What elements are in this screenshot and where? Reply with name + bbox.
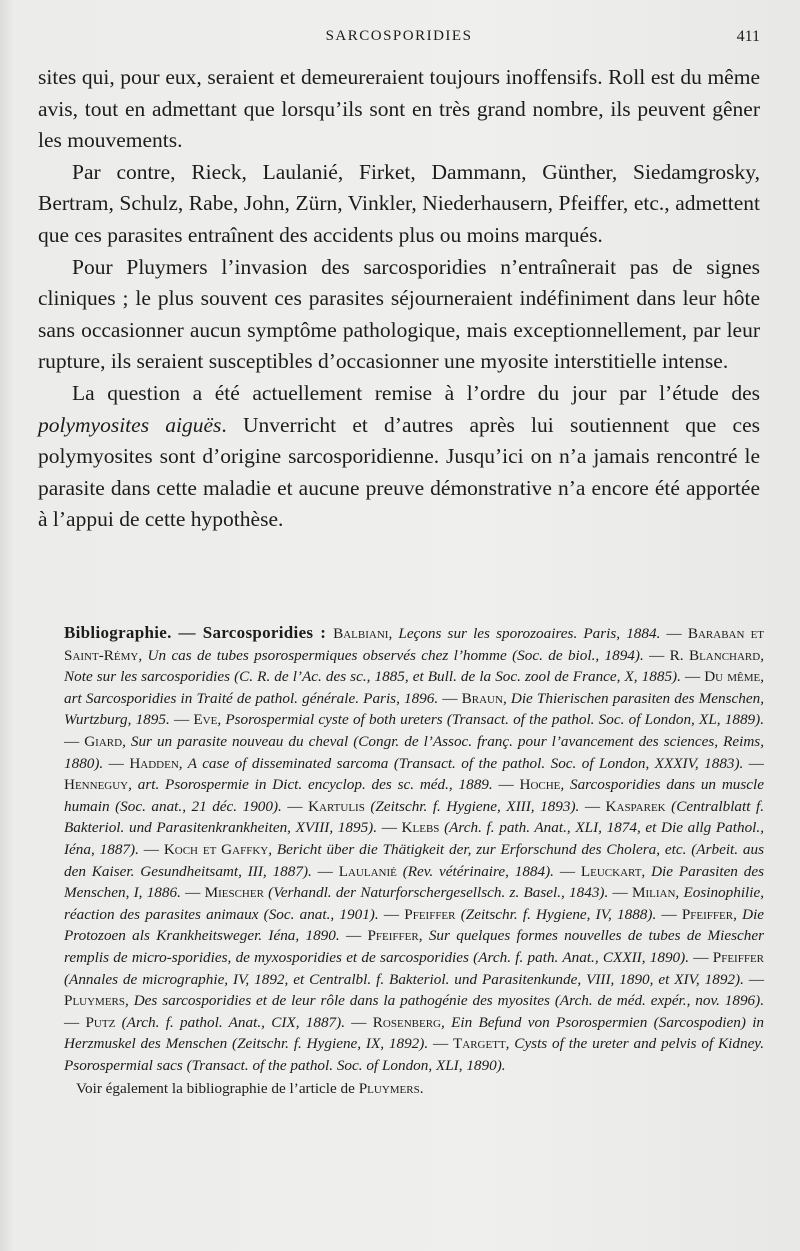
entry-reference: , Psorospermial cyste of both ureters (Transact. of the pathol. Soc. of London, XL, 1889). [217, 711, 765, 729]
page-number: 411 [736, 28, 760, 45]
bibliography-entry [205, 884, 609, 901]
entry-separator: — [311, 862, 339, 880]
entry-author: Koch et Gaffky [163, 840, 269, 858]
bibliography-entry [308, 798, 579, 815]
entry-author: Braun [461, 689, 503, 707]
bibliography-entry [404, 906, 656, 923]
entry-reference: , Un cas de tubes psorospermiques observés chez l’homme (Soc. de biol., 1894). [138, 646, 644, 664]
bibliography-entry [64, 992, 764, 1009]
entry-author: Milian [631, 884, 676, 902]
entry-separator: — [64, 1013, 86, 1031]
entry-author: Hadden [129, 754, 179, 772]
entry-separator: — [743, 970, 765, 988]
entry-reference: (Annales de micrographie, IV, 1892, et Centralbl. f. Bakteriol. und Parasitenkunde, VIII, 1890, et XIV, 1892). [64, 970, 744, 988]
entry-reference: , Die Protozoen als Krankheitsweger. Iéna, 1890. [64, 905, 765, 945]
entry-reference: , Sarcosporidies dans un muscle humain (Soc. anat., 21 déc. 1900). [64, 776, 764, 815]
main-text [38, 62, 760, 536]
entry-reference: , A case of disseminated sarcoma (Transact. of the pathol. Soc. of London, XXXIV, 1883). [178, 754, 744, 772]
entry-separator: — [169, 711, 194, 729]
entry-separator: — [492, 776, 520, 794]
entry-reference: , art Sarcosporidies in Traité de pathol. générale. Paris, 1896. [64, 668, 764, 707]
entry-author: Laulanié [338, 862, 397, 880]
entry-reference: (Rev. vétérinaire, 1884). [396, 862, 554, 880]
bibliography-entry [129, 755, 743, 772]
bibliography-entry [85, 1014, 345, 1031]
entry-reference: (Arch. f. path. Anat., XLI, 1874, et Die allg Pathol., Iéna, 1887). [64, 819, 764, 858]
entry-author: Du même [704, 668, 761, 686]
entry-reference: , Cysts of the ureter and pelvis of Kidney. Psorospermial sacs (Transact. of the pathol. Soc. of London, XLI, 1890). [64, 1035, 765, 1074]
paragraph-4 [38, 378, 760, 536]
entry-author: Pfeiffer [404, 905, 456, 923]
entry-separator: — [180, 884, 205, 902]
entry-reference: , Ein Befund von Psorospermien (Sarcospodien) in Herzmuskel des Menschen (Zeitschr. f. Hygiene, IX, 1892). [64, 1013, 765, 1053]
entry-separator: — [345, 1013, 373, 1031]
paragraph-1: sites qui, pour eux, seraient et demeureraient toujours inoffensifs. Roll est du même avis, tout en admettant que lorsqu’ils sont en très grand nombre, ils peuvent gêner les mouvements. [38, 65, 760, 153]
entry-reference: , Die Thierischen parasiten des Menschen, Wurtzburg, 1895. [64, 689, 764, 729]
entry-reference: (Zeitschr. f. Hygiene, XIII, 1893). [364, 797, 580, 815]
paragraph-4-italic: polymyosites aiguës [38, 412, 222, 437]
running-head: SARCOSPORIDIES [325, 28, 473, 44]
entry-author: Kartulis [308, 797, 365, 815]
entry-author: Hoche [519, 776, 561, 794]
entry-reference: , Eosinophilie, réaction des parasites animaux (Soc. anat., 1901). [64, 884, 765, 923]
entry-reference: , Note sur les sarcosporidies (C. R. de l’Ac. des sc., 1885, et Bull. de la Soc. zool de France, X, 1885). [64, 646, 764, 686]
entry-author: Leuckart [580, 862, 642, 880]
bibliography-entry [333, 625, 660, 642]
bibliography-entry [339, 863, 554, 880]
entry-author: Pfeiffer [681, 905, 734, 923]
entry-author: Kasparek [605, 797, 666, 815]
entry-author: R. Blanchard [669, 646, 761, 664]
entry-separator: — [608, 884, 632, 902]
entry-author: Balbiani [333, 625, 389, 642]
paragraph-2: Par contre, Rieck, Laulanié, Firket, Dammann, Günther, Siedamgrosky, Bertram, Schulz, Rabe, John, Zürn, Vinkler, Niederhausern, Pfeiffer, etc., admettent que ces parasites entraînent des accidents plus ou moins marqués. [38, 159, 760, 247]
entry-reference: , Leçons sur les sporozoaires. Paris, 1884. [388, 625, 661, 642]
entry-separator: — [553, 862, 581, 880]
entry-author: Baraban et Saint-Rémy [64, 625, 765, 664]
entry-author: Pfeiffer [367, 927, 419, 945]
entry-reference: (Zeitschr. f. Hygiene, IV, 1888). [455, 905, 657, 923]
bibliography-body [64, 622, 764, 1076]
bibliography [64, 622, 764, 1100]
entry-author: Henneguy [64, 776, 129, 794]
entry-reference: , art. Psorospermie in Dict. encyclop. des sc. méd., 1889. [128, 776, 493, 794]
entry-separator: — [579, 797, 606, 815]
entry-separator: — [378, 905, 405, 923]
page-header [38, 28, 760, 56]
entry-author: Targett [453, 1035, 506, 1053]
entry-reference: (Arch. f. pathol. Anat., CIX, 1887). [115, 1013, 346, 1031]
entry-separator: — [339, 927, 368, 945]
entry-separator: — [660, 625, 688, 642]
entry-author: Eve [193, 711, 218, 729]
see-also-end: . [419, 1080, 424, 1098]
entry-separator: — [643, 646, 670, 664]
see-also-text: Voir également la bibliographie de l’article de [76, 1080, 359, 1098]
entry-author: Putz [85, 1013, 116, 1031]
entry-reference: , Sur un parasite nouveau du cheval (Congr. de l’Assoc. franç. pour l’avancement des sciences, Reims, 1880). [64, 732, 765, 772]
bibliography-see-also [64, 1078, 764, 1100]
entry-separator: — [743, 754, 764, 772]
paragraph-4-end: . Unverricht et d’autres après lui soutiennent que ces polymyosites sont d’origine sarcosporidienne. Jusqu’ici on n’a jamais rencontré le parasite dans cette maladie et aucune preuve démonstrative n’a encore été apportée à l’appui de cette hypothèse. [38, 412, 760, 532]
entry-reference: , Bericht über die Thätigkeit der, zur Erforschund des Cholera, etc. (Arbeit. aus den Kaiser. Gesundheitsamt, III, 1887). [64, 840, 765, 880]
entry-reference: , Des sarcosporidies et de leur rôle dans la pathogénie des myosites (Arch. de méd. expér., nov. 1896). [125, 992, 764, 1010]
entry-separator: — [680, 668, 705, 686]
entry-separator: — [281, 797, 309, 815]
entry-author: Giard [84, 732, 123, 750]
bibliography-entry [193, 711, 764, 728]
entry-separator: — [103, 754, 130, 772]
paragraph-3: Pour Pluymers l’invasion des sarcosporidies n’entraînerait pas de signes cliniques ; le plus souvent ces parasites séjourneraient indéfiniment dans leur hôte sans occasionner aucun symptôme pathologique, mais exceptionnellement, par leur rupture, ils seraient susceptibles d’occasionner une myosite interstitielle intense. [38, 254, 760, 374]
entry-author: Pfeiffer [712, 948, 765, 966]
entry-separator: — [64, 732, 85, 750]
entry-author: Miescher [204, 884, 264, 902]
entry-author: Pluymers [64, 992, 126, 1010]
bibliography-entries [64, 625, 764, 1074]
entry-separator: — [689, 948, 713, 966]
bibliography-entry [64, 776, 493, 793]
entry-reference: , Die Parasiten des Menschen, I, 1886. [64, 862, 764, 902]
entry-reference: (Verhandl. der Naturforschergesellsch. z. Basel., 1843). [263, 884, 609, 902]
entry-separator: — [656, 905, 682, 923]
bibliography-heading: Bibliographie. [64, 623, 172, 642]
paragraph-4-start: La question a été actuellement remise à l’ordre du jour par l’étude des [72, 380, 760, 405]
entry-reference: (Centralblatt f. Bakteriol. und Parasitenkrankheiten, XVIII, 1895). [64, 797, 764, 837]
see-also-author: Pluymers [358, 1080, 420, 1098]
entry-reference: , Sur quelques formes nouvelles de tubes de Miescher remplis de micro-sporidies, de myxosporidies et de sarcosporidies (Arch. f. path. Anat., CXXII, 1890). [64, 927, 765, 966]
entry-author: Klebs [401, 819, 440, 837]
entry-separator: — [428, 1035, 453, 1053]
entry-separator: — [377, 819, 402, 837]
bibliography-subject: — Sarcosporidies : [171, 623, 334, 642]
entry-separator: — [438, 689, 462, 707]
entry-author: Rosenberg [372, 1013, 441, 1031]
entry-separator: — [138, 840, 164, 858]
